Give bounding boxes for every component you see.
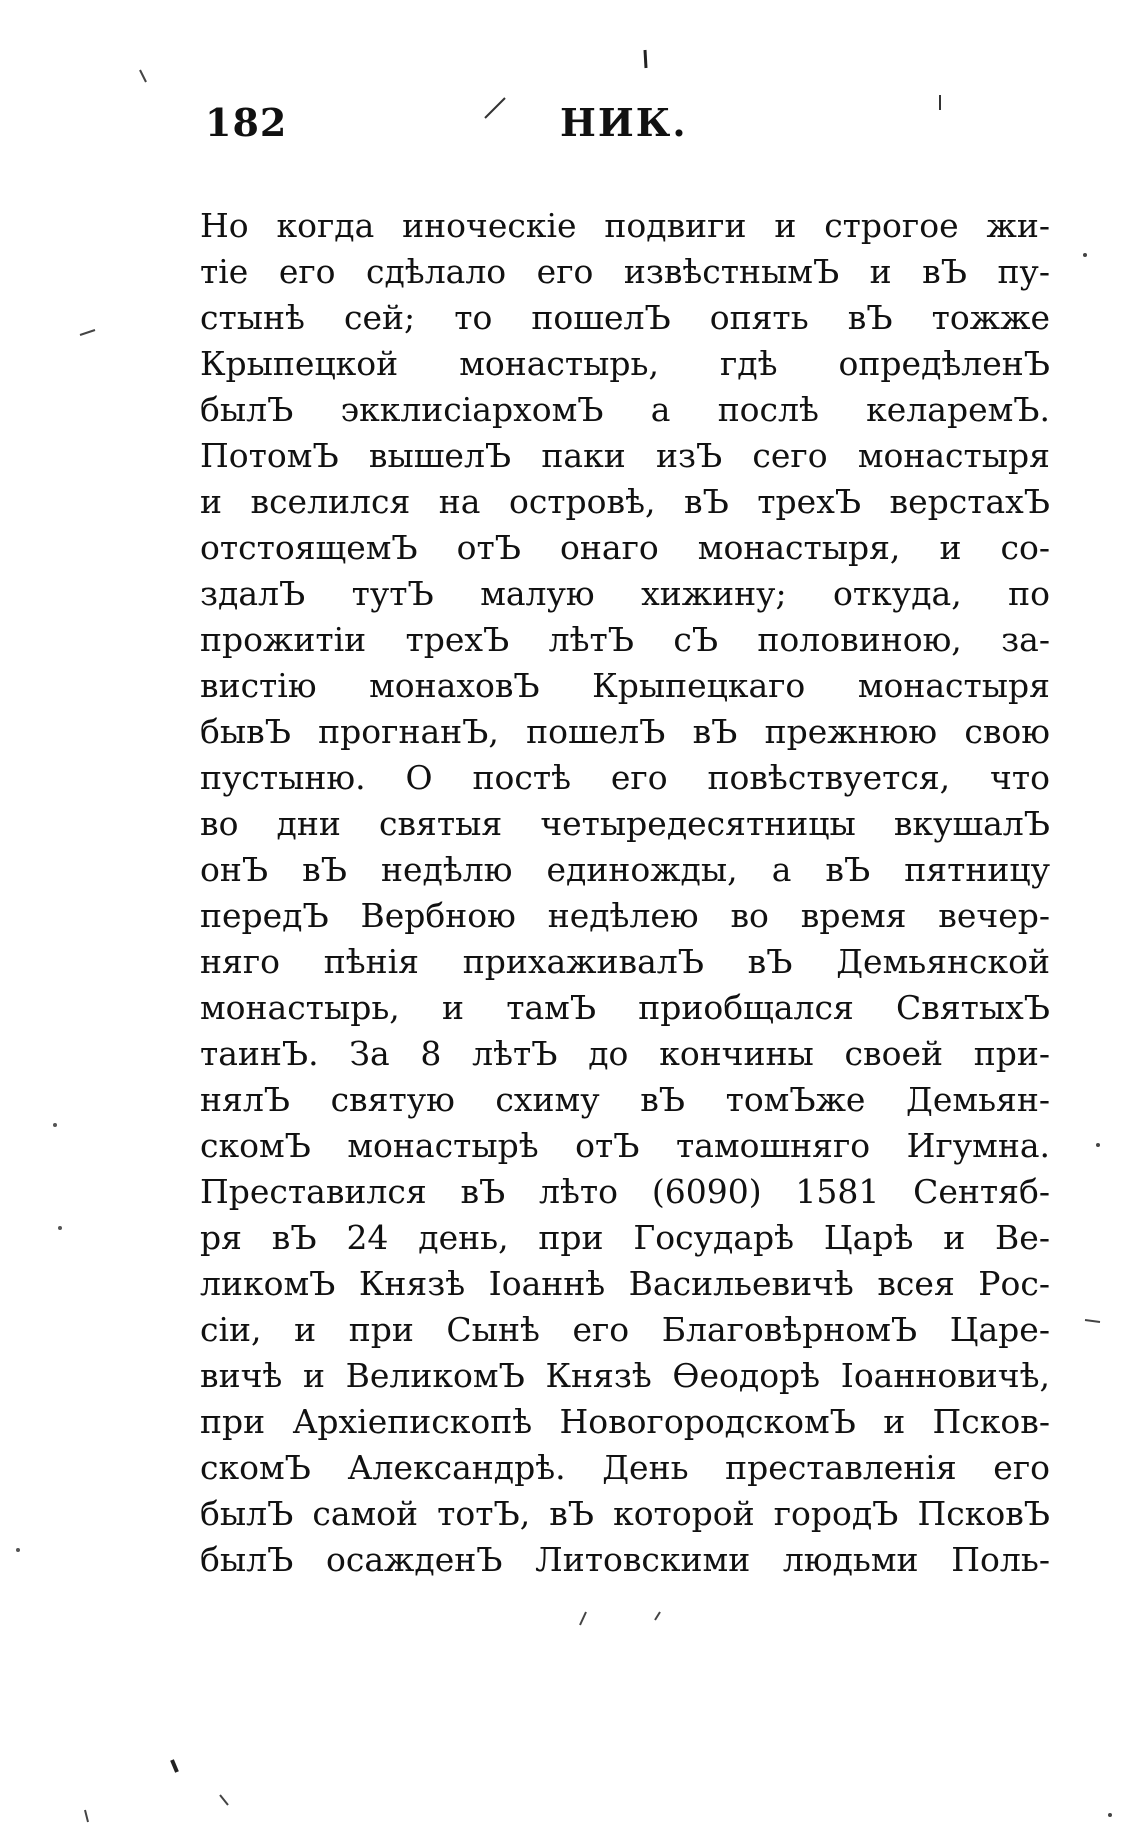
running-head <box>205 100 1045 160</box>
text-line: былЪ экклисіархомЪ а послѣ келаремЪ. <box>200 390 1050 429</box>
text-line: таинЪ. За 8 лѣтЪ до кончины своей при- <box>200 1034 1050 1073</box>
text-line: и вселился на островѣ, вЪ трехЪ верстахЪ <box>200 482 1050 521</box>
body-text <box>200 203 1050 1583</box>
text-line: Преставился вЪ лѣто (6090) 1581 Сентяб- <box>200 1172 1050 1211</box>
text-line: сіи, и при Сынѣ его БлаговѣрномЪ Царе- <box>200 1310 1050 1349</box>
text-line: монастырь, и тамЪ приобщался СвятыхЪ <box>200 988 1050 1027</box>
text-line: стынѣ сей; то пошелЪ опять вЪ тожже <box>200 298 1050 337</box>
text-line: ря вЪ 24 день, при Государѣ Царѣ и Ве- <box>200 1218 1050 1257</box>
page-number: 182 <box>205 100 288 145</box>
text-line: нялЪ святую схиму вЪ томЪже Демьян- <box>200 1080 1050 1119</box>
text-line: скомЪ монастырѣ отЪ тамошняго Игумна. <box>200 1126 1050 1165</box>
text-line: скомЪ Александрѣ. День преставленія его <box>200 1448 1050 1487</box>
text-line: здалЪ тутЪ малую хижину; откуда, по <box>200 574 1050 613</box>
text-line: ликомЪ Князѣ Іоаннѣ Васильевичѣ всея Рос- <box>200 1264 1050 1303</box>
text-line: отстоящемЪ отЪ онаго монастыря, и со- <box>200 528 1050 567</box>
text-line: Крыпецкой монастырь, гдѣ опредѣленЪ <box>200 344 1050 383</box>
text-line: былЪ осажденЪ Литовскими людьми Поль- <box>200 1540 1050 1579</box>
text-line: тіе его сдѣлало его извѣстнымЪ и вЪ пу- <box>200 252 1050 291</box>
text-line: Но когда иноческіе подвиги и строгое жи- <box>200 206 1050 245</box>
text-line: во дни святыя четыредесятницы вкушалЪ <box>200 804 1050 843</box>
text-line: онЪ вЪ недѣлю единожды, а вЪ пятницу <box>200 850 1050 889</box>
text-line: передЪ Вербною недѣлею во время вечер- <box>200 896 1050 935</box>
running-title: НИК. <box>560 100 688 145</box>
text-line: бывЪ прогнанЪ, пошелЪ вЪ прежнюю свою <box>200 712 1050 751</box>
text-line: няго пѣнія прихаживалЪ вЪ Демьянской <box>200 942 1050 981</box>
text-line: былЪ самой тотЪ, вЪ которой городЪ ПсковЪ <box>200 1494 1050 1533</box>
text-line: при Архіепископѣ НовогородскомЪ и Псков- <box>200 1402 1050 1441</box>
text-line: пустыню. О постѣ его повѣствуется, что <box>200 758 1050 797</box>
text-line: прожитіи трехЪ лѣтЪ сЪ половиною, за- <box>200 620 1050 659</box>
text-line: вистію монаховЪ Крыпецкаго монастыря <box>200 666 1050 705</box>
text-line: ПотомЪ вышелЪ паки изЪ сего монастыря <box>200 436 1050 475</box>
text-line: вичѣ и ВеликомЪ Князѣ Ѳеодорѣ Іоанновичѣ, <box>200 1356 1050 1395</box>
